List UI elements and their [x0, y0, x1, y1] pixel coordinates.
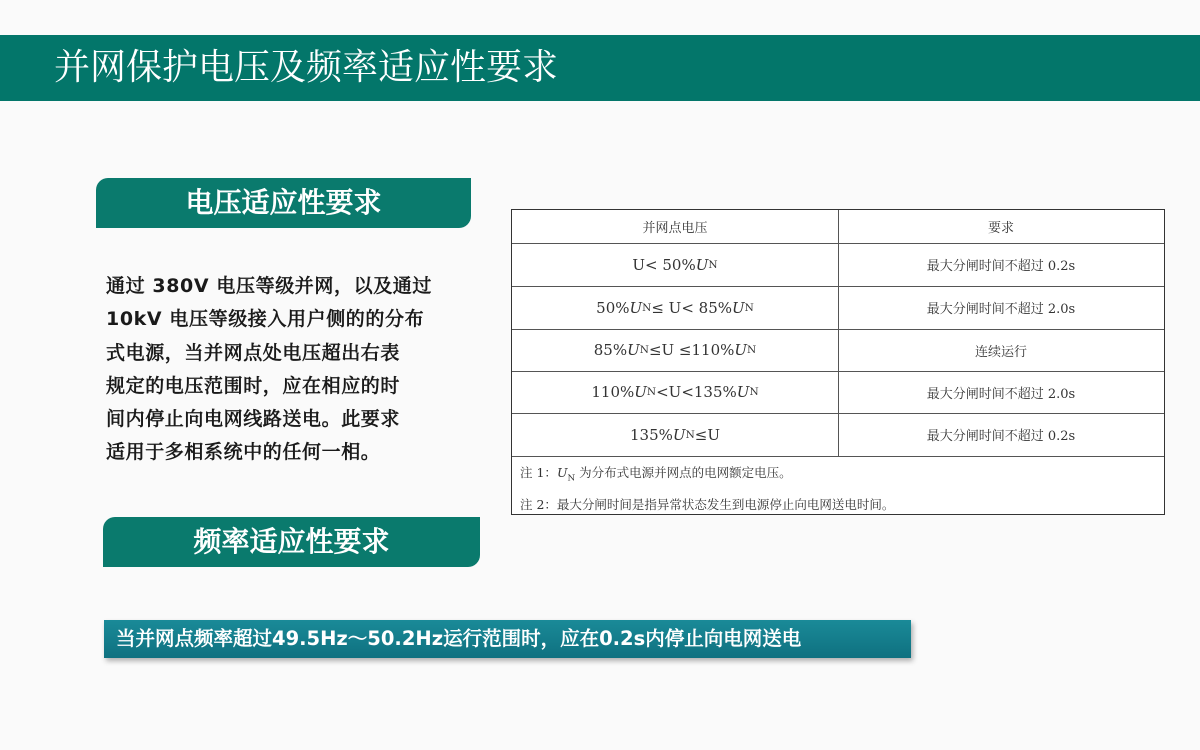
- frequency-banner: [104, 620, 911, 658]
- paragraph-line: 间内停止向电网线路送电。此要求: [106, 408, 401, 431]
- voltage-cell: 50% U N ≤ U< 85% U N: [512, 286, 839, 329]
- table-note: 注 2：最大分闸时间是指异常状态发生到电源停止向电网送电时间。: [520, 496, 895, 512]
- header-requirement: 要求: [987, 221, 1014, 236]
- requirement-cell: 最大分闸时间不超过 0.2s: [926, 429, 1076, 444]
- table-row: [512, 329, 1164, 372]
- table-row: [512, 243, 1164, 287]
- table-row: [512, 371, 1164, 414]
- paragraph-line: 式电源，当并网点处电压超出右表: [106, 341, 401, 364]
- requirement-cell: 最大分闸时间不超过 2.0s: [926, 386, 1076, 402]
- table-note: 注 1：$U_N$ 为分布式电源并网点的电网额定电压。: [520, 465, 792, 484]
- voltage-cell: 135% U N ≤U: [512, 413, 839, 456]
- frequency-section-heading: 频率适应性要求: [103, 517, 480, 567]
- paragraph-line: 通过 380V 电压等级并网，以及通过: [106, 275, 432, 297]
- voltage-cell: 110% U N <U<135% U N: [512, 371, 839, 413]
- frequency-statement: 当并网点频率超过49.5Hz～50.2Hz运行范围时，应在0.2s内停止向电网送电: [116, 627, 802, 650]
- paragraph-line: 规定的电压范围时，应在相应的时: [106, 374, 401, 397]
- paragraph-line: 10kV 电压等级接入用户侧的的分布: [106, 308, 425, 331]
- title-bar: [0, 35, 1200, 101]
- requirement-cell: 最大分闸时间不超过 0.2s: [926, 259, 1076, 274]
- voltage-cell: 85% U N ≤U ≤110% U N: [512, 329, 839, 371]
- voltage-section-heading: 电压适应性要求: [96, 178, 471, 228]
- requirement-cell: 最大分闸时间不超过 2.0s: [926, 302, 1076, 317]
- table-header-row: [512, 210, 1164, 244]
- table-row: [512, 413, 1164, 457]
- table-notes: [520, 460, 894, 518]
- voltage-cell: U< 50% U N: [512, 243, 839, 286]
- paragraph-line: 适用于多相系统中的任何一相。: [106, 441, 381, 464]
- voltage-description: [106, 270, 486, 470]
- header-voltage: 并网点电压: [512, 210, 839, 243]
- requirement-cell: 连续运行: [974, 344, 1027, 360]
- page-title: 并网保护电压及频率适应性要求: [54, 47, 559, 88]
- table-row: [512, 286, 1164, 330]
- voltage-requirement-table: [511, 209, 1165, 515]
